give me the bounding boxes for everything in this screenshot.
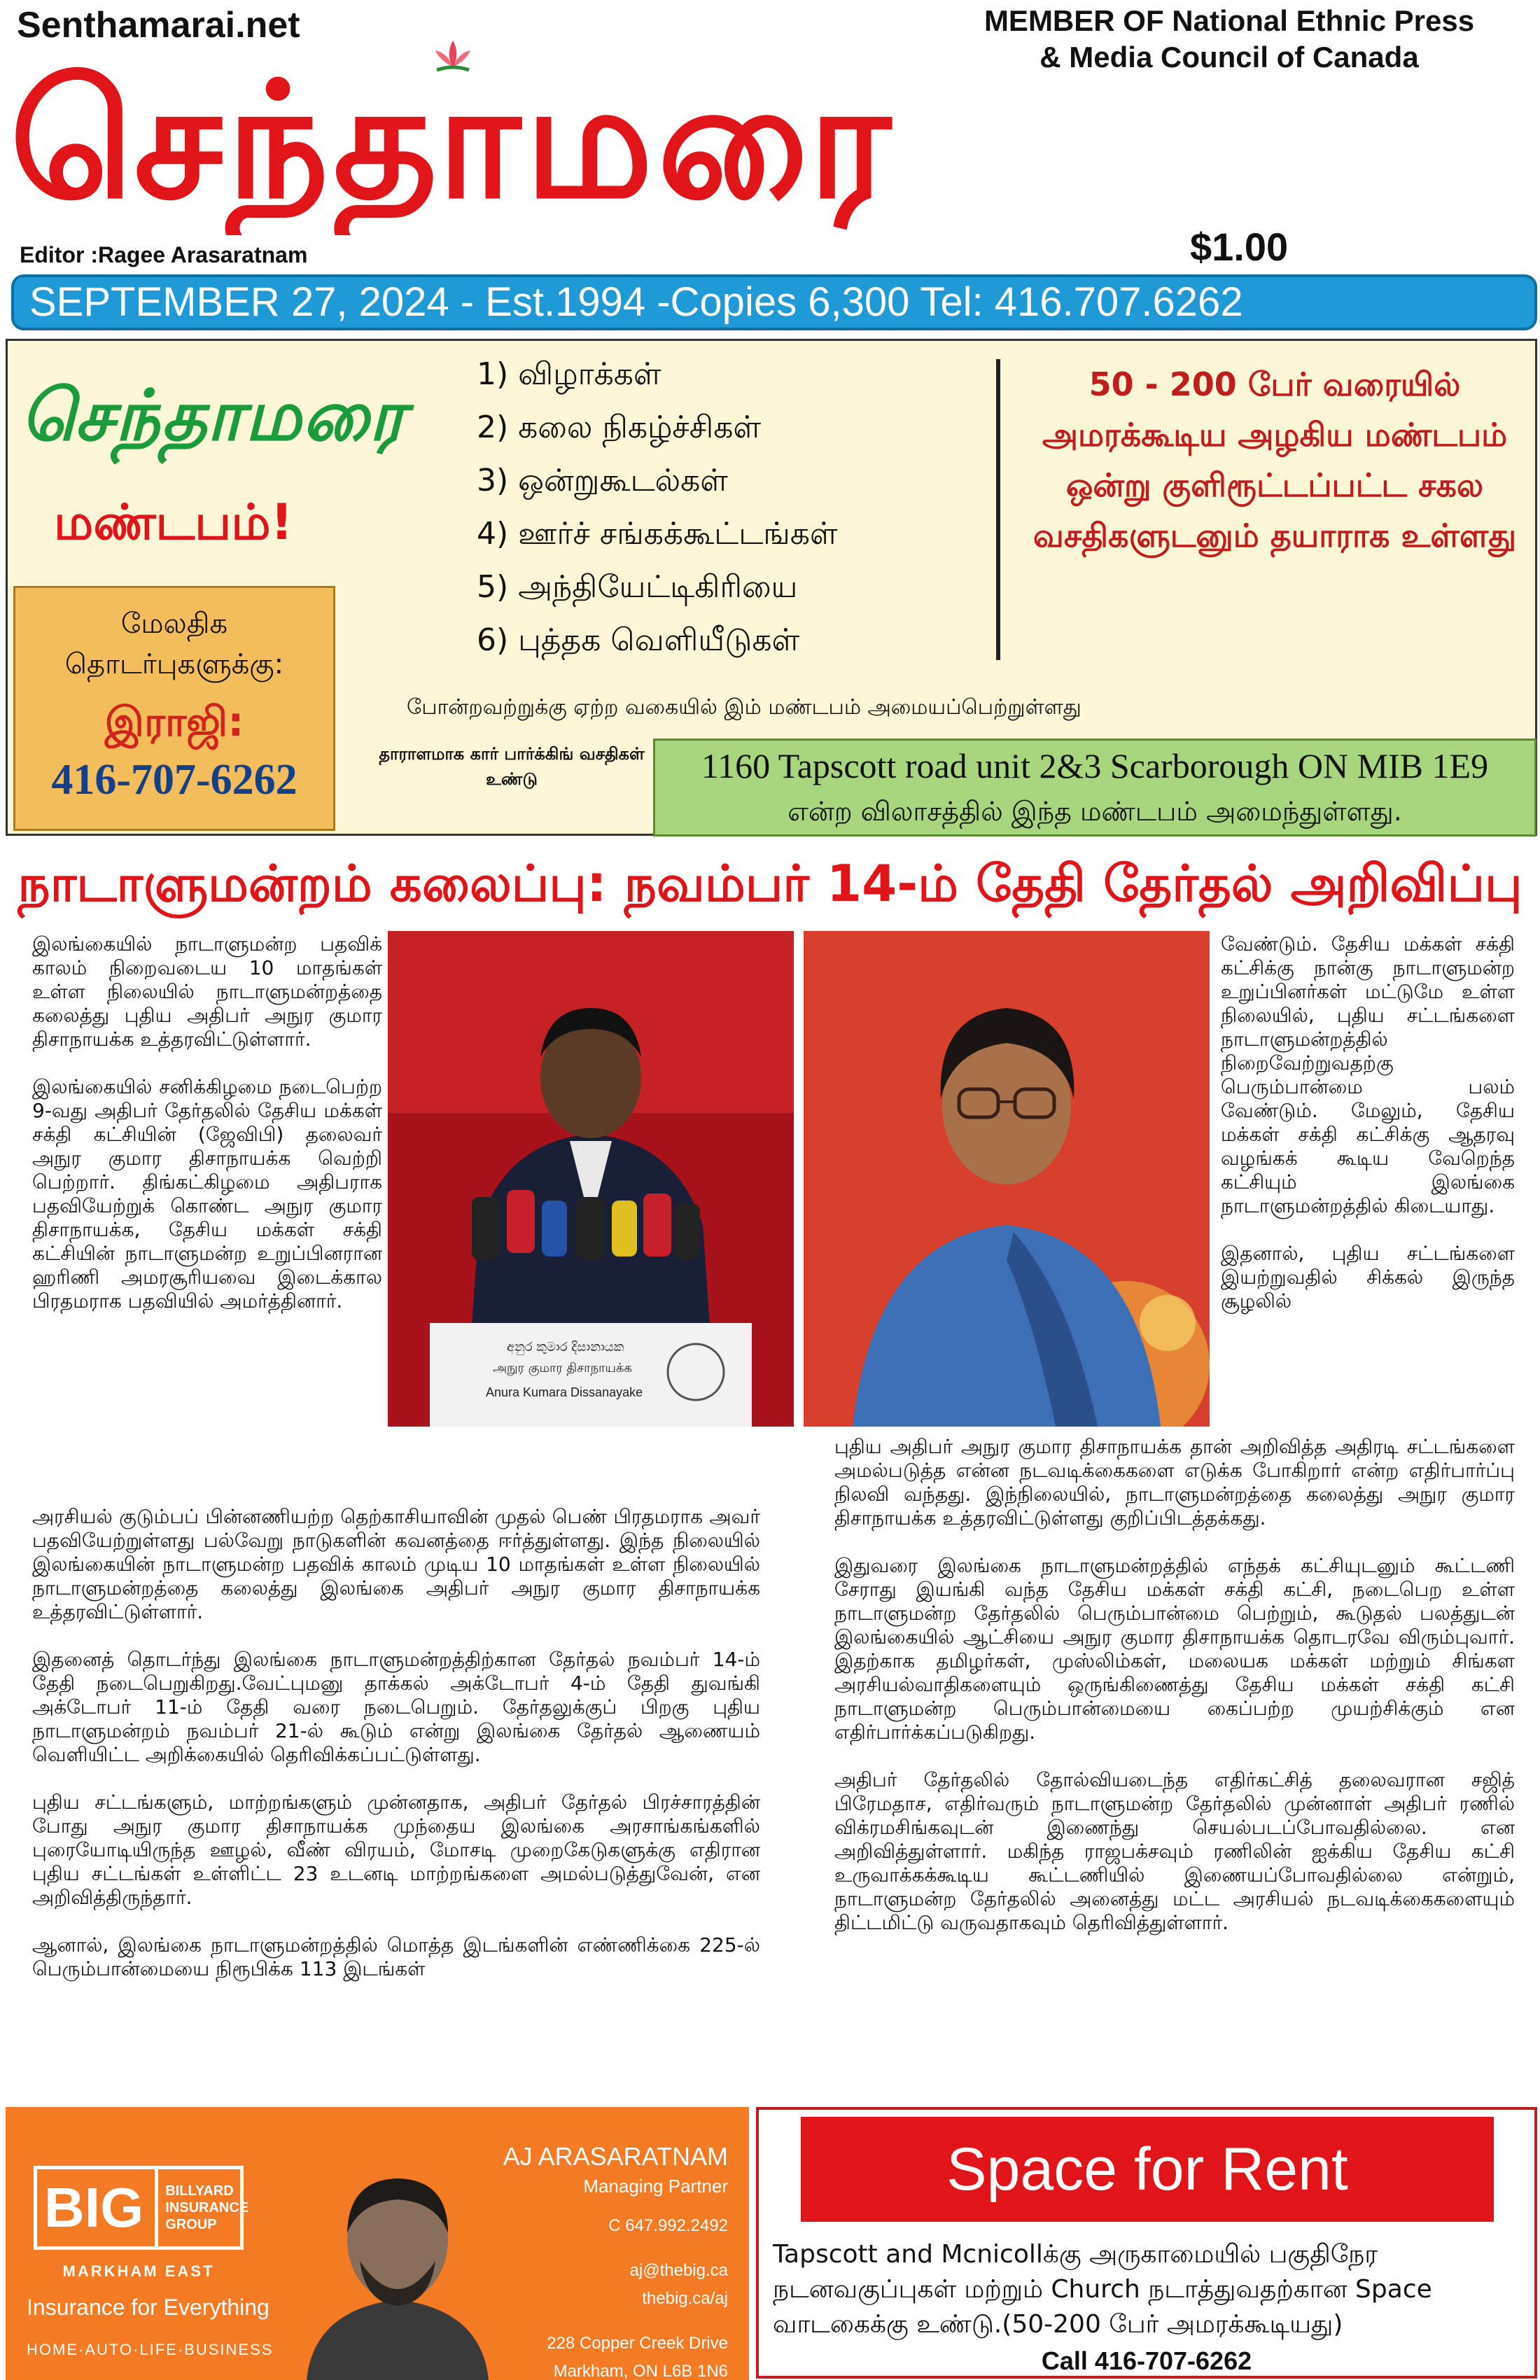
hall-capacity-text: 50 - 200 பேர் வரையில் அமரக்கூடிய அழகிய மண்டபம் ஒன்று குளிரூட்டப்பட்ட சகல வசதிகளுடனும் தயாராக உள்ளது bbox=[1032, 365, 1517, 554]
hall-address-box bbox=[653, 738, 1536, 836]
hall-suitability-text: போன்றவற்றுக்கு ஏற்ற வகையில் இம் மண்டபம் அமையப்பெற்றுள்ளது bbox=[407, 695, 1082, 720]
paragraph: இதனால், புதிய சட்டங்களை இயற்றுவதில் சிக்கல் இருந்த சூழலில் bbox=[1221, 1242, 1515, 1312]
insurance-advertisement bbox=[6, 2107, 749, 2380]
paragraph: இதுவரை இலங்கை நாடாளுமன்றத்தில் எந்தக் கட்சியுடனும் கூட்டணி சேராது இயங்கி வந்த தேசிய மக்கள் சக்தி கட்சி, நடைபெற உள்ள நாடாளுமன்ற தேர்தலில் பெரும்பான்மை பெற்றும், கூடுதல் பலத்துடன் இலங்கையில் ஆட்சியை அநுர குமார திசாநாயக்க தொடரவே விரும்புவார். இதற்காக தமிழர்கள், முஸ்லிம்கள், மலையக மக்கள் மற்றும் சிங்கள அரசியல்வாதிகளையும் ஒருங்கிணைத்து தேசிய மக்கள் சக்தி கட்சி நாடாளுமன்ற பெரும்பான்மையை கைப்பற்ற முயற்சிக்கும் என எதிர்பார்க்கப்படுகிறது. bbox=[834, 1554, 1515, 1744]
list-item: 2) கலை நிகழ்ச்சிகள் bbox=[477, 410, 762, 445]
space-for-rent-ad bbox=[756, 2107, 1537, 2379]
newspaper-title: செந்தாமரை bbox=[10, 48, 895, 234]
logo-line: GROUP bbox=[165, 2217, 217, 2232]
office-address-2: Markham, ON L6B 1N6 bbox=[553, 2362, 728, 2380]
price: $1.00 bbox=[1190, 225, 1289, 269]
site-name: Senthamarai.net bbox=[17, 5, 300, 46]
podium-english: Anura Kumara Dissanayake bbox=[486, 1385, 643, 1399]
contact-label: மேலதிக தொடர்புகளுக்கு: bbox=[64, 608, 284, 680]
agent-name: AJ ARASARATNAM bbox=[503, 2142, 728, 2171]
paragraph: இதனைத் தொடர்ந்து இலங்கை நாடாளுமன்றத்திற்கான தேர்தல் நவம்பர் 14-ம் தேதி நடைபெறுகிறது.வேட்புமனு தாக்கல் அக்டோபர் 4-ம் தேதி துவங்கி அக்டோபர் 11-ம் தேதி வரை நடைபெறும். தேர்தலுக்குப் பிறகு புதிய நாடாளுமன்றம் நவம்பர் 21-ல் கூடும் என்று இலங்கை தேர்தல் ஆணையம் வெளியிட்ட அறிக்கையில் தெரிவிக்கப்பட்டுள்ளது. bbox=[32, 1648, 760, 1766]
prime-minister-photo bbox=[804, 931, 1210, 1427]
membership-line-1: MEMBER OF National Ethnic Press bbox=[983, 4, 1475, 37]
office-address-1: 228 Copper Creek Drive bbox=[547, 2334, 728, 2353]
article-column-left-bottom bbox=[32, 1505, 760, 2005]
hall-brand: செந்தாமரை bbox=[20, 374, 407, 456]
divider bbox=[996, 359, 1000, 660]
agent-email: aj@thebig.ca bbox=[629, 2261, 728, 2280]
insurance-tagline: Insurance for Everything bbox=[27, 2295, 270, 2320]
hall-uses-list bbox=[477, 348, 1009, 667]
list-item: 6) புத்தக வெளியீடுகள் bbox=[477, 622, 800, 658]
article-column-right-bottom bbox=[834, 1435, 1515, 1959]
hall-subtitle: மண்டபம்! bbox=[54, 493, 293, 551]
podium-tamil: அநுர குமார திசாநாயக்க bbox=[493, 1361, 632, 1376]
agent-website: thebig.ca/aj bbox=[642, 2289, 728, 2308]
big-logo bbox=[34, 2166, 249, 2250]
rent-heading: Space for Rent bbox=[801, 2117, 1494, 2222]
paragraph: அதிபர் தேர்தலில் தோல்வியடைந்த எதிர்கட்சித் தலைவரான சஜித் பிரேமதாச, எதிர்வரும் நாடாளுமன்ற தேர்தலில் முன்னாள் அதிபர் ரணில் விக்ரமசிங்கவுடன் இணைந்து செயல்படப்போவதில்லை. என அறிவித்துள்ளார். மகிந்த ராஜபக்சவும் ரணிலின் ஐக்கிய தேசிய கட்சி உருவாக்கக்கூடிய கூட்டணியில் இணையப்போவதில்லை என்றும், நாடாளுமன்ற தேர்தலில் அனைத்து மட்ட அரசியல் நடவடிக்கைகளையும் திட்டமிட்டு வருவதாகவும் தெரிவித்துள்ளார். bbox=[834, 1768, 1515, 1934]
agent-portrait bbox=[293, 2156, 503, 2380]
membership-line-2: & Media Council of Canada bbox=[1040, 41, 1419, 74]
membership-note bbox=[942, 3, 1516, 76]
insurance-lines: HOME·AUTO·LIFE·BUSINESS bbox=[27, 2341, 274, 2358]
dateline-banner: SEPTEMBER 27, 2024 - Est.1994 -Copies 6,300 Tel: 416.707.6262 bbox=[11, 274, 1537, 330]
hall-advertisement bbox=[6, 339, 1537, 836]
contact-phone: 416-707-6262 bbox=[51, 756, 298, 804]
list-item: 1) விழாக்கள் bbox=[477, 356, 662, 392]
list-item: 5) அந்தியேட்டிகிரியை bbox=[477, 569, 798, 605]
logo-line: INSURANCE bbox=[165, 2200, 249, 2216]
hall-address-note: என்ற விலாசத்தில் இந்த மண்டபம் அமைந்துள்ளது. bbox=[788, 796, 1402, 827]
article-headline: நாடாளுமன்றம் கலைப்பு: நவம்பர் 14-ம் தேதி தேர்தல் அறிவிப்பு bbox=[18, 854, 1522, 913]
article-column-left-top bbox=[32, 932, 382, 1337]
paragraph: புதிய அதிபர் அநுர குமார திசாநாயக்க தான் அறிவித்த அதிரடி சட்டங்களை அமல்படுத்த என்ன நடவடிக்கைகளை எடுக்க போகிறார் என்ற எதிர்பார்ப்பு நிலவி வந்தது. இந்நிலையில், நாடாளுமன்றத்தை கலைத்து அநுர குமார திசாநாயக்க உத்தரவிட்டுள்ளது குறிப்பிடத்தக்கது. bbox=[834, 1435, 1515, 1530]
president-press-photo bbox=[388, 931, 794, 1427]
parking-note: தாராளமாக கார் பார்க்கிங் வசதிகள் உண்டு bbox=[379, 744, 645, 789]
agent-role: Managing Partner bbox=[583, 2176, 728, 2197]
podium-sinhala: අනුර කුමාර දිසානායක bbox=[507, 1340, 624, 1354]
paragraph: புதிய சட்டங்களும், மாற்றங்களும் முன்னதாக, அதிபர் தேர்தல் பிரச்சாரத்தின் போது அநுர குமார திசாநாயக்க முந்தைய இலங்கை அரசாங்கங்களில் புரையோடியிருந்த ஊழல், வீண் விரயம், மோசடி முறைகேடுகளுக்கு எதிரான புதிய சட்டங்கள் உள்ளிட்ட 23 உடனடி மாற்றங்களை அமல்படுத்துவேன், என அறிவித்திருந்தார். bbox=[32, 1791, 760, 1909]
list-item: 4) ஊர்ச் சங்கக்கூட்டங்கள் bbox=[477, 516, 838, 552]
rent-phone: Call 416-707-6262 bbox=[1041, 2346, 1252, 2375]
paragraph: ஆனால், இலங்கை நாடாளுமன்றத்தில் மொத்த இடங்களின் எண்ணிக்கை 225-ல் பெரும்பான்மையை நிரூபிக்க 113 இடங்கள் bbox=[32, 1933, 760, 1980]
contact-name: இராஜி: bbox=[104, 698, 244, 746]
rent-description: Tapscott and Mcnicollக்கு அருகாமையில் பகுதிநேர நடனவகுப்புகள் மற்றும் Church நடாத்துவதற்கான Space வாடகைக்கு உண்டு.(50-200 பேர் அமரக்கூடியது) bbox=[773, 2240, 1432, 2339]
article-column-right-top bbox=[1221, 932, 1515, 1337]
hall-address: 1160 Tapscott road unit 2&3 Scarborough ON MIB 1E9 bbox=[701, 746, 1489, 785]
paragraph: வேண்டும். தேசிய மக்கள் சக்தி கட்சிக்கு நான்கு நாடாளுமன்ற உறுப்பினர்கள் மட்டுமே உள்ள நிலையில், புதிய சட்டங்களை நாடாளுமன்றத்தில் நிறைவேற்றுவதற்கு பெரும்பான்மை பலம் வேண்டும். மேலும், தேசிய மக்கள் சக்தி கட்சிக்கு ஆதரவு வழங்கக் கூடிய வேறெந்த கட்சியும் இலங்கை நாடாளுமன்றத்தில் கிடையாது. bbox=[1221, 932, 1515, 1217]
logo-line: BILLYARD bbox=[165, 2183, 234, 2199]
paragraph: இலங்கையில் சனிக்கிழமை நடைபெற்ற 9-வது அதிபர் தேர்தலில் தேசிய மக்கள் சக்தி கட்சியின் (ஜேவிபி) தலைவர் அநுர குமார திசாநாயக்க வெற்றி பெற்றார். திங்கட்கிழமை அதிபராக பதவியேற்றுக் கொண்ட அநுர குமார திசாநாயக்க, தேசிய மக்கள் சக்தி கட்சியின் நாடாளுமன்ற உறுப்பினரான ஹரிணி அமரசூரியவை இடைக்கால பிரதமராக பதவியில் அமர்த்தினார். bbox=[32, 1075, 382, 1312]
agent-phone: C 647.992.2492 bbox=[608, 2216, 728, 2235]
paragraph: அரசியல் குடும்பப் பின்னணியற்ற தெற்காசியாவின் முதல் பெண் பிரதமராக அவர் பதவியேற்றுள்ளது பல்வேறு நாடுகளின் கவனத்தை ஈர்த்துள்ளது. இந்த நிலையில் இலங்கையின் நாடாளுமன்ற பதவிக் காலம் முடிய 10 மாதங்கள் உள்ள நிலையில் நாடாளுமன்றத்தை கலைத்து இலங்கை அதிபர் அநுர குமார திசாநாயக்க உத்தரவிட்டுள்ளார். bbox=[32, 1505, 760, 1623]
list-item: 3) ஒன்றுகூடல்கள் bbox=[477, 463, 728, 498]
big-logo-mark: BIG bbox=[37, 2169, 158, 2246]
office-location: MARKHAM EAST bbox=[62, 2262, 215, 2280]
agent-contacts bbox=[547, 2212, 728, 2380]
paragraph: இலங்கையில் நாடாளுமன்ற பதவிக் காலம் நிறைவடைய 10 மாதங்கள் உள்ள நிலையில் நாடாளுமன்றத்தை கலைத்து புதிய அதிபர் அநுர குமார திசாநாயக்க உத்தரவிட்டுள்ளார். bbox=[32, 932, 382, 1051]
editor-line: Editor :Ragee Arasaratnam bbox=[20, 242, 308, 267]
hall-contact-box bbox=[13, 586, 335, 831]
big-logo-text bbox=[158, 2183, 248, 2233]
